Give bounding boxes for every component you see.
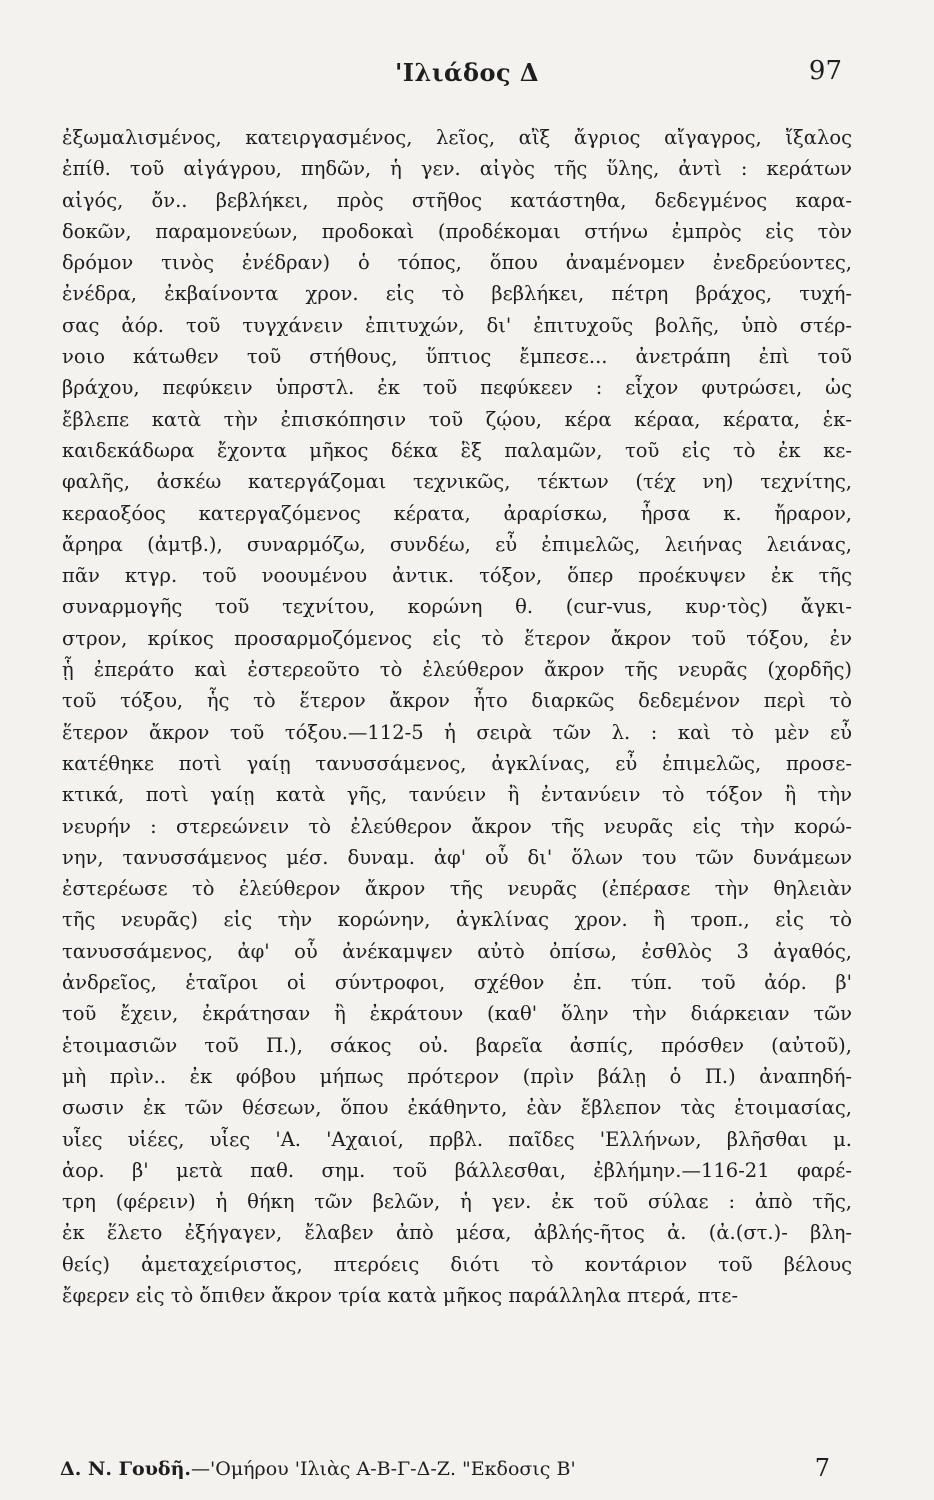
signature-mark: 7 xyxy=(814,1454,830,1482)
text-line: θείς) ἀμεταχείριστος, πτερόεις διότι τὸ κοντάριον τοῦ βέλους xyxy=(62,1252,852,1276)
text-line: νευρήν : στερεώνειν τὸ ἐλεύθερον ἄκρον τῆς νευρᾶς εἰς τὴν κορώ- xyxy=(62,814,852,838)
text-line: υἷες υἱέες, υἷες 'Α. 'Αχαιοί, πρβλ. παῖδες 'Ελλήνων, βλῆσθαι μ. xyxy=(62,1127,852,1151)
text-line: ᾗ ἐπεράτο καὶ ἐστερεοῦτο τὸ ἐλεύθερον ἄκρον τῆς νευρᾶς (χορδῆς) xyxy=(62,658,852,682)
text-line: σωσιν ἐκ τῶν θέσεων, ὅπου ἐκάθηντο, ἐὰν ἔβλεπον τὰς ἑτοιμασίας, xyxy=(62,1096,852,1120)
text-line: ἐνέδρα, ἐκβαίνοντα χρον. εἰς τὸ βεβλήκει, πέτρη βράχος, τυχή- xyxy=(62,282,852,306)
text-line: τοῦ ἔχειν, ἐκράτησαν ἢ ἐκράτουν (καθ' ὅλην τὴν διάρκειαν τῶν xyxy=(62,1002,852,1026)
text-line: κεραοξόος κατεργαζόμενος κέρατα, ἀραρίσκω, ἦρσα κ. ἤραρον, xyxy=(62,501,852,525)
text-line: τῆς νευρᾶς) εἰς τὴν κορώνην, ἀγκλίνας χρον. ἢ τροπ., εἰς τὸ xyxy=(62,908,852,932)
text-line: κατέθηκε ποτὶ γαίῃ τανυσσάμενος, ἀγκλίνας, εὖ ἐπιμελῶς, προσε- xyxy=(62,751,852,775)
text-line: ἑτοιμασιῶν τοῦ Π.), σάκος οὐ. βαρεῖα ἀσπίς, πρόσθεν (αὐτοῦ), xyxy=(62,1033,852,1057)
footer-credit xyxy=(60,1458,576,1480)
text-line: σας ἀόρ. τοῦ τυγχάνειν ἐπιτυχών, δι' ἐπιτυχοῦς βολῆς, ὑπὸ στέρ- xyxy=(62,313,852,337)
text-line: ἐκ ἕλετο ἐξήγαγεν, ἔλαβεν ἀπὸ μέσα, ἀβλής-ῆτος ἀ. (ἀ.(στ.)- βλη- xyxy=(62,1221,852,1245)
text-line: ἐξωμαλισμένος, κατειργασμένος, λεῖος, αἲξ ἄγριος αἴγαγρος, ἴξαλος xyxy=(62,126,852,149)
text-line: ἐστερέωσε τὸ ἐλεύθερον ἄκρον τῆς νευρᾶς (ἐπέρασε τὴν θηλειὰν xyxy=(62,877,852,901)
text-line: ἕτερον ἄκρον τοῦ τόξου.—112-5 ἡ σειρὰ τῶν λ. : καὶ τὸ μὲν εὖ xyxy=(62,720,852,744)
running-title: 'Ιλιάδος Δ xyxy=(394,58,540,87)
text-line: δρόμον τινὸς ἐνέδραν) ὁ τόπος, ὅπου ἀναμένομεν ἐνεδρεύοντες, xyxy=(62,251,852,275)
text-line: τοῦ τόξου, ἧς τὸ ἕτερον ἄκρον ἦτο διαρκῶς δεδεμένον περὶ τὸ xyxy=(62,689,852,713)
text-line: τανυσσάμενος, ἀφ' οὗ ἀνέκαμψεν αὐτὸ ὀπίσω, ἐσθλὸς 3 ἀγαθός, xyxy=(62,939,852,963)
text-line: νοιο κάτωθεν τοῦ στήθους, ὕπτιος ἔμπεσε... ἀνετράπη ἐπὶ τοῦ xyxy=(62,345,852,369)
text-line: ἀορ. β' μετὰ παθ. σημ. τοῦ βάλλεσθαι, ἐβλήμην.—116-21 φαρέ- xyxy=(62,1158,852,1182)
text-line: νην, τανυσσάμενος μέσ. δυναμ. ἀφ' οὗ δι' ὅλων του τῶν δυνάμεων xyxy=(62,845,852,869)
text-line: κτικά, ποτὶ γαίῃ κατὰ γῆς, τανύειν ἢ ἐντανύειν τὸ τόξον ἢ τὴν xyxy=(62,783,852,807)
text-line: συναρμογῆς τοῦ τεχνίτου, κορώνη θ. (cur-vus, κυρ·τὸς) ἄγκι- xyxy=(62,595,852,619)
text-line: δοκῶν, παραμονεύων, προδοκαὶ (προδέκομαι στήνω ἐμπρὸς εἰς τὸν xyxy=(62,219,852,243)
text-line: ἐπίθ. τοῦ αἰγάγρου, πηδῶν, ἡ γεν. αἰγὸς τῆς ὕλης, ἀντὶ : κεράτων xyxy=(62,157,852,181)
body-text xyxy=(62,122,852,1311)
text-line: τρη (φέρειν) ἡ θήκη τῶν βελῶν, ἡ γεν. ἐκ τοῦ σύλαε : ἀπὸ τῆς, xyxy=(62,1190,852,1214)
text-line: ἄρηρα (ἀμτβ.), συναρμόζω, συνδέω, εὖ ἐπιμελῶς, λειήνας λειάνας, xyxy=(62,532,852,556)
page-header xyxy=(0,52,934,92)
text-line: φαλῆς, ἀσκέω κατεργάζομαι τεχνικῶς, τέκτων (τέχ νη) τεχνίτης, xyxy=(62,470,852,494)
footer-book: —'Ομήρου 'Ιλιὰς Α-Β-Γ-Δ-Ζ. "Εκδοσις Β' xyxy=(191,1458,576,1480)
page-number: 97 xyxy=(808,56,842,86)
text-line: μὴ πρὶν.. ἐκ φόβου μήπως πρότερον (πρὶν βάλῃ ὁ Π.) ἀναπηδή- xyxy=(62,1064,852,1088)
text-line: αἰγός, ὄν.. βεβλήκει, πρὸς στῆθος κατάστηθα, δεδεγμένος καρα- xyxy=(62,188,852,212)
text-line: βράχου, πεφύκειν ὑπρστλ. ἐκ τοῦ πεφύκεεν : εἶχον φυτρώσει, ὡς xyxy=(62,376,852,400)
footer-author: Δ. Ν. Γουδῆ. xyxy=(60,1458,192,1480)
text-line: στρον, κρίκος προσαρμοζόμενος εἰς τὸ ἕτερον ἄκρον τοῦ τόξου, ἐν xyxy=(62,626,852,650)
text-line: πᾶν κτγρ. τοῦ νοουμένου ἀντικ. τόξον, ὅπερ προέκυψεν ἐκ τῆς xyxy=(62,564,852,588)
page-footer xyxy=(60,1454,860,1490)
text-line: ἔβλεπε κατὰ τὴν ἐπισκόπησιν τοῦ ζῴου, κέρα κέραα, κέρατα, ἑκ- xyxy=(62,407,852,431)
text-line: ἀνδρεῖος, ἑταῖροι οἱ σύντροφοι, σχέθον ἐπ. τύπ. τοῦ ἀόρ. β' xyxy=(62,971,852,995)
text-line: ἔφερεν εἰς τὸ ὄπιθεν ἄκρον τρία κατὰ μῆκος παράλληλα πτερά, πτε- xyxy=(62,1283,739,1307)
text-line: καιδεκάδωρα ἔχοντα μῆκος δέκα ἓξ παλαμῶν, τοῦ εἰς τὸ ἐκ κε- xyxy=(62,438,852,462)
